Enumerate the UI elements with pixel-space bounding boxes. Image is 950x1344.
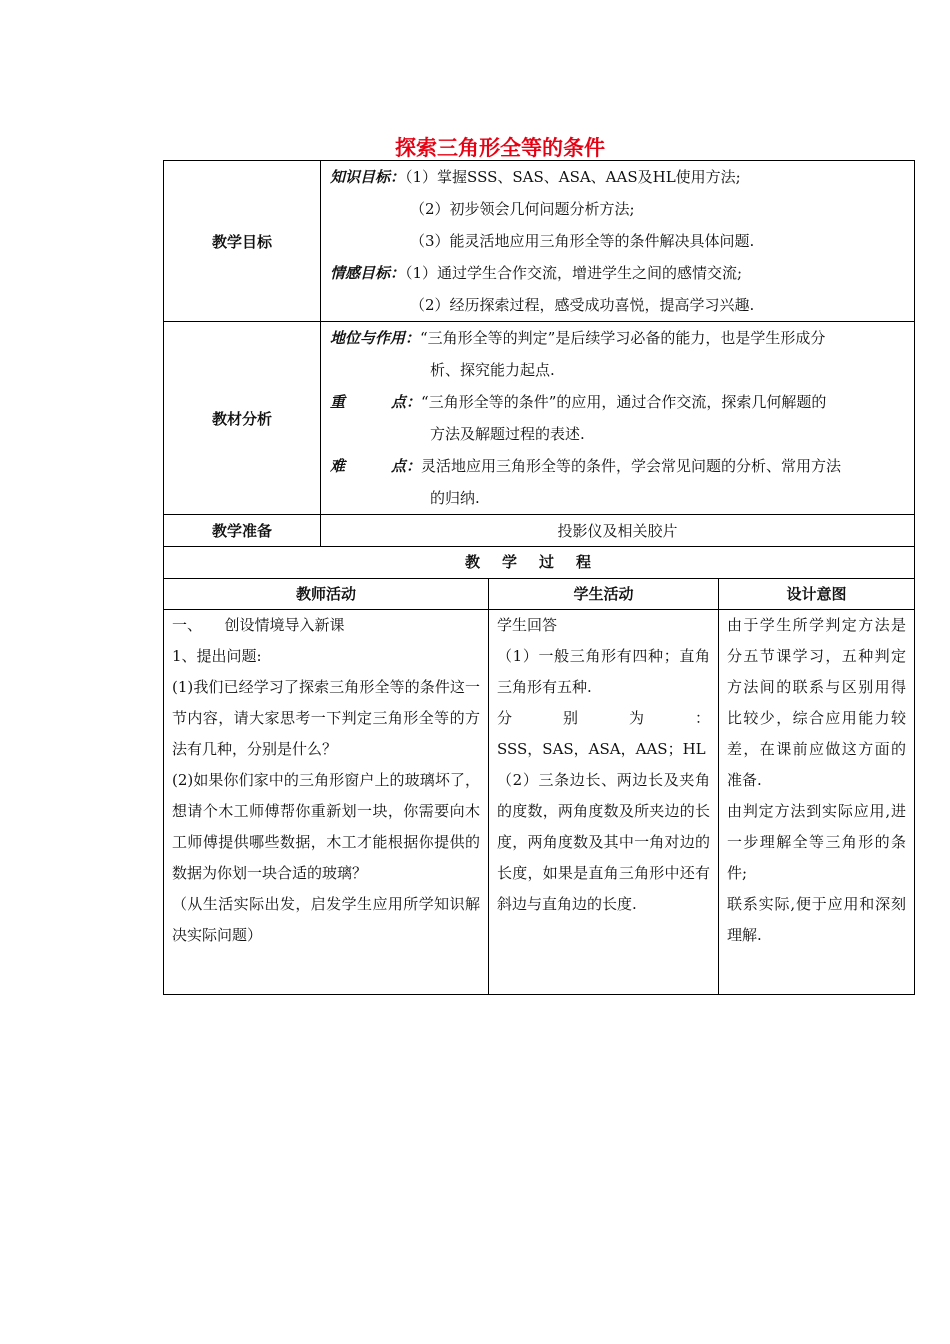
objectives-content <box>321 161 915 322</box>
teacher-line-3: (1)我们已经学习了探索三角形全等的条件这一节内容，请大家思考一下判定三角形全等的方法有几种，分别是什么？ <box>172 678 480 758</box>
difficulty-heading-a: 难 <box>330 457 346 475</box>
analysis-content <box>321 322 915 515</box>
key-heading-a: 重 <box>330 393 346 411</box>
emotion-item-2: （2）经历探索过程，感受成功喜悦，提高学习兴趣. <box>410 296 755 314</box>
student-spread-3: 为 <box>628 709 644 727</box>
knowledge-item-2: （2）初步领会几何问题分析方法; <box>410 200 635 218</box>
difficulty-text-1: 灵活地应用三角形全等的条件，学会常见问题的分析、常用方法 <box>421 457 842 475</box>
lesson-plan-table <box>163 160 915 995</box>
key-line-1 <box>330 386 904 418</box>
analysis-row <box>164 322 915 515</box>
preparation-value: 投影仪及相关胶片 <box>321 515 915 547</box>
student-line-4: SSS，SAS，ASA，AAS；HL <box>497 740 706 758</box>
student-spread-4: ： <box>694 709 710 727</box>
student-spread-1: 分 <box>497 709 513 727</box>
preparation-label: 教学准备 <box>164 515 321 547</box>
student-spread-2: 别 <box>562 709 578 727</box>
teacher-column-header: 教师活动 <box>164 579 489 610</box>
teacher-activity-cell <box>164 610 489 995</box>
process-content-row <box>164 610 915 995</box>
process-title-row <box>164 547 915 579</box>
process-header-row <box>164 579 915 610</box>
design-column-header: 设计意图 <box>719 579 915 610</box>
knowledge-line-1 <box>330 161 904 193</box>
teacher-line-5: （从生活实际出发，启发学生应用所学知识解决实际问题） <box>172 895 480 944</box>
role-text-1: “三角形全等的判定”是后续学习必备的能力，也是学生形成分 <box>420 329 826 347</box>
teacher-line-1: 一、 创设情境导入新课 <box>172 616 345 634</box>
knowledge-item-1: （1）掌握SSS、SAS、ASA、AAS及HL使用方法; <box>405 168 741 186</box>
student-line-1: 学生回答 <box>497 616 558 634</box>
student-activity-cell <box>489 610 719 995</box>
knowledge-item-3: （3）能灵活地应用三角形全等的条件解决具体问题. <box>410 232 755 250</box>
teacher-line-4: (2)如果你们家中的三角形窗户上的玻璃坏了，想请个木工师傅帮你重新划一块，你需要向木工师傅提供哪些数据，木工才能根据你提供的数据为你划一块合适的玻璃？ <box>172 771 480 882</box>
design-intent-cell <box>719 610 915 995</box>
teacher-line-2: 1、提出问题: <box>172 647 262 665</box>
objectives-label: 教学目标 <box>164 161 321 322</box>
student-column-header: 学生活动 <box>489 579 719 610</box>
role-text-2: 析、探究能力起点. <box>430 361 555 379</box>
emotion-heading: 情感目标： <box>330 264 406 282</box>
design-line-3: 联系实际,便于应用和深刻理解. <box>727 895 906 944</box>
role-heading: 地位与作用： <box>330 329 421 347</box>
emotion-line-1 <box>330 257 904 289</box>
design-line-2: 由判定方法到实际应用,进一步理解全等三角形的条件; <box>727 802 906 882</box>
process-title: 教学过程 <box>164 547 915 579</box>
student-line-2: （1）一般三角形有四种；直角三角形有五种. <box>497 647 710 696</box>
student-line-5: （2）三条边长、两边长及夹角的度数，两角度数及所夹边的长度，两角度数及其中一角对边的长度，如果是直角三角形中还有斜边与直角边的长度. <box>497 771 710 913</box>
role-line-1 <box>330 322 904 354</box>
difficulty-text-2: 的归纳. <box>430 489 480 507</box>
key-text-1: “三角形全等的条件”的应用，通过合作交流，探索几何解题的 <box>421 393 827 411</box>
key-heading-b: 点： <box>391 393 422 411</box>
difficulty-heading-b: 点： <box>391 457 422 475</box>
difficulty-line-1 <box>330 450 904 482</box>
objectives-row <box>164 161 915 322</box>
design-line-1: 由于学生所学判定方法是分五节课学习，五种判定方法间的联系与区别用得比较少，综合应用能力较差，在课前应做这方面的准备. <box>727 616 906 789</box>
preparation-row <box>164 515 915 547</box>
student-line-3 <box>497 703 710 734</box>
emotion-item-1: （1）通过学生合作交流，增进学生之间的感情交流; <box>405 264 743 282</box>
key-text-2: 方法及解题过程的表述. <box>430 425 585 443</box>
knowledge-heading: 知识目标： <box>330 168 406 186</box>
document-title: 探索三角形全等的条件 <box>395 136 605 160</box>
analysis-label: 教材分析 <box>164 322 321 515</box>
